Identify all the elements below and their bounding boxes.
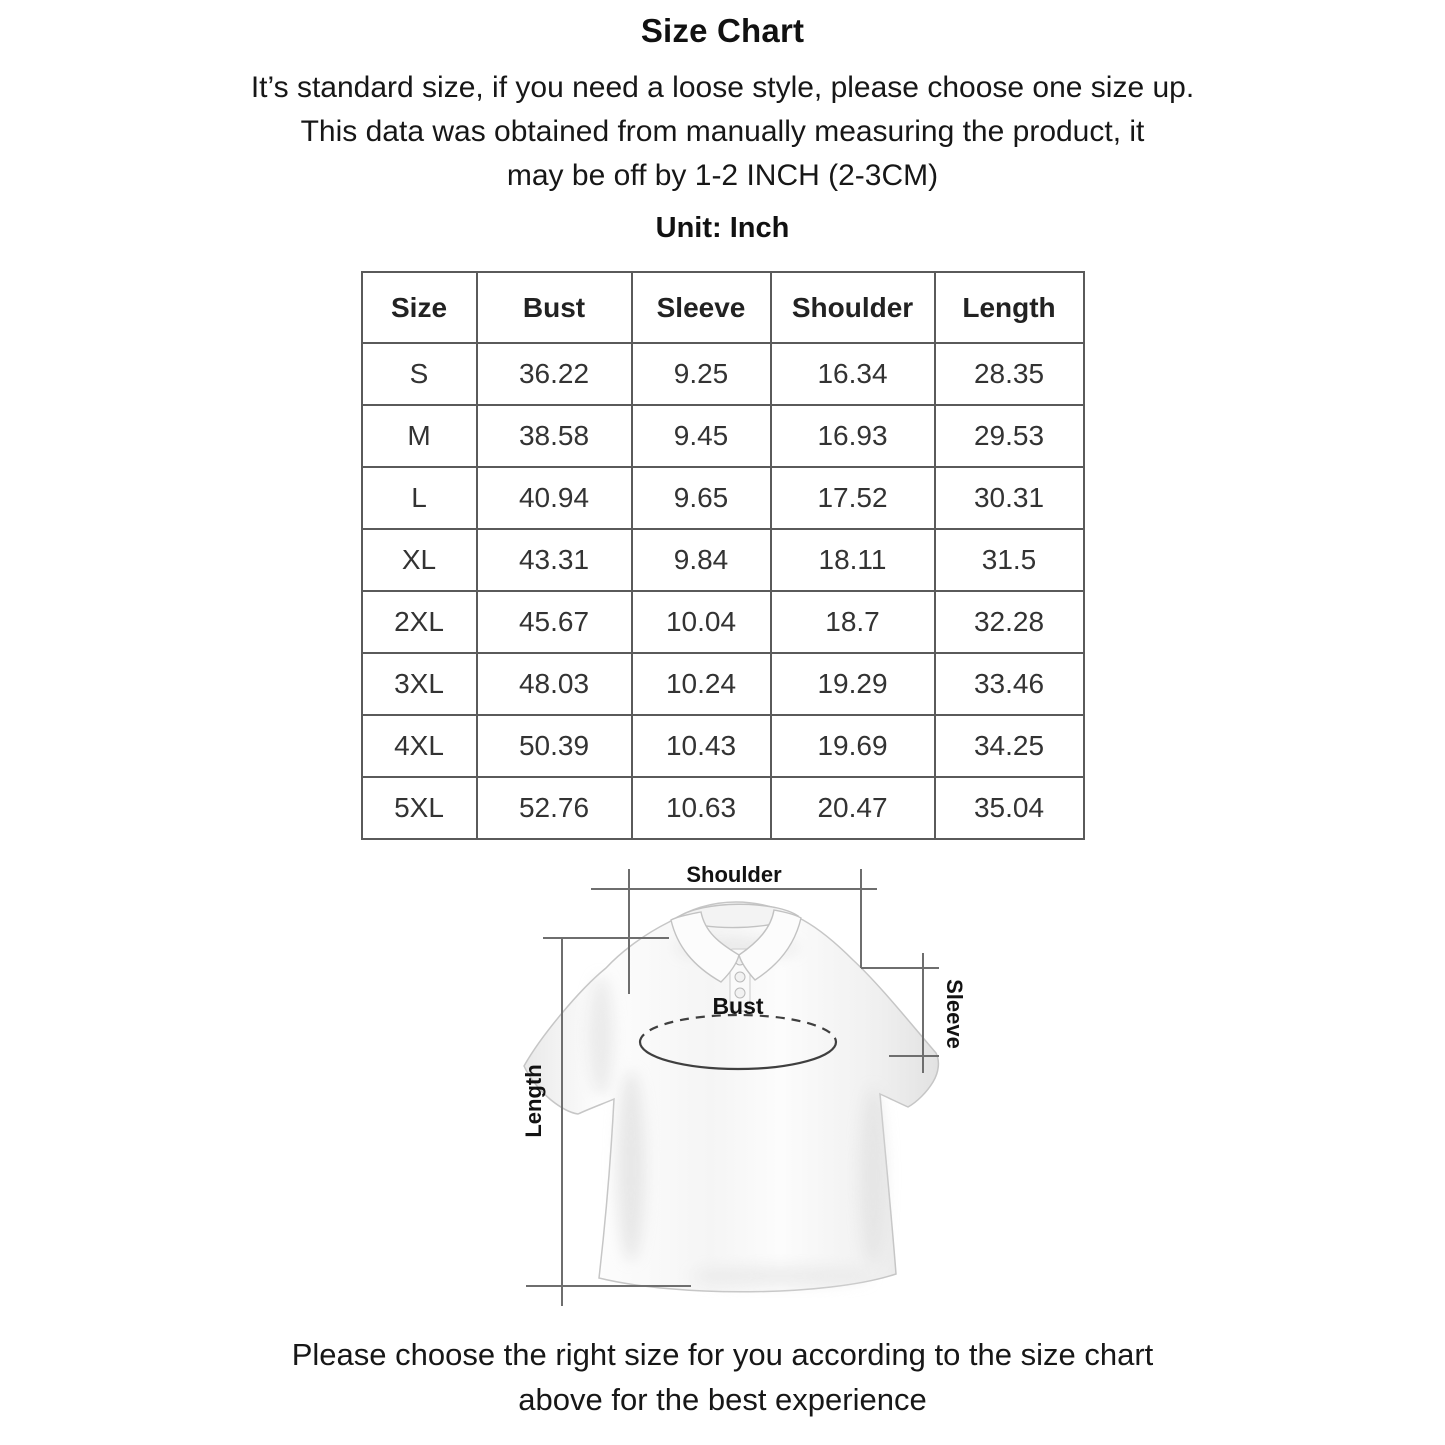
column-header-length: Length bbox=[935, 272, 1084, 343]
measurement-cell: 20.47 bbox=[771, 777, 935, 839]
measurement-cell: 34.25 bbox=[935, 715, 1084, 777]
column-header-shoulder: Shoulder bbox=[771, 272, 935, 343]
table-row bbox=[362, 653, 1084, 715]
measurement-diagram bbox=[481, 856, 1001, 1316]
measurement-cell: 10.24 bbox=[632, 653, 771, 715]
page-title-text: Size Chart bbox=[640, 12, 805, 49]
size-cell: S bbox=[362, 343, 477, 405]
size-table-header bbox=[362, 272, 1084, 343]
measurement-cell: 38.58 bbox=[477, 405, 632, 467]
size-cell: 4XL bbox=[362, 715, 477, 777]
footer-note bbox=[0, 1332, 1445, 1422]
length-label: Length bbox=[520, 1064, 546, 1138]
polo-shirt-illustration bbox=[481, 856, 1001, 1316]
table-row bbox=[362, 715, 1084, 777]
size-table bbox=[361, 271, 1085, 840]
measurement-cell: 29.53 bbox=[935, 405, 1084, 467]
size-cell: 2XL bbox=[362, 591, 477, 653]
column-header-sleeve: Sleeve bbox=[632, 272, 771, 343]
page-title bbox=[0, 0, 1445, 50]
measurement-cell: 40.94 bbox=[477, 467, 632, 529]
column-header-size: Size bbox=[362, 272, 477, 343]
measurement-cell: 17.52 bbox=[771, 467, 935, 529]
measurement-cell: 9.65 bbox=[632, 467, 771, 529]
measurement-cell: 48.03 bbox=[477, 653, 632, 715]
size-cell: M bbox=[362, 405, 477, 467]
measurement-cell: 50.39 bbox=[477, 715, 632, 777]
footer-note-line: Please choose the right size for you according to the size chart bbox=[291, 1337, 1154, 1372]
measurement-cell: 31.5 bbox=[935, 529, 1084, 591]
table-row bbox=[362, 467, 1084, 529]
size-table-body bbox=[362, 343, 1084, 839]
bust-label: Bust bbox=[711, 993, 764, 1019]
measurement-cell: 18.11 bbox=[771, 529, 935, 591]
measurement-cell: 35.04 bbox=[935, 777, 1084, 839]
measurement-cell: 30.31 bbox=[935, 467, 1084, 529]
size-cell: 5XL bbox=[362, 777, 477, 839]
size-note bbox=[0, 66, 1445, 198]
measurement-cell: 16.93 bbox=[771, 405, 935, 467]
measurement-cell: 33.46 bbox=[935, 653, 1084, 715]
size-note-line: It’s standard size, if you need a loose style, please choose one size up. bbox=[250, 71, 1195, 104]
sleeve-label: Sleeve bbox=[941, 979, 967, 1049]
measurement-cell: 10.63 bbox=[632, 777, 771, 839]
measurement-cell: 9.84 bbox=[632, 529, 771, 591]
table-row bbox=[362, 777, 1084, 839]
size-cell: L bbox=[362, 467, 477, 529]
measurement-cell: 52.76 bbox=[477, 777, 632, 839]
measurement-cell: 28.35 bbox=[935, 343, 1084, 405]
measurement-cell: 32.28 bbox=[935, 591, 1084, 653]
unit-label: Unit: Inch bbox=[655, 212, 790, 244]
measurement-cell: 16.34 bbox=[771, 343, 935, 405]
measurement-cell: 43.31 bbox=[477, 529, 632, 591]
size-cell: 3XL bbox=[362, 653, 477, 715]
table-row bbox=[362, 343, 1084, 405]
table-row bbox=[362, 405, 1084, 467]
measurement-cell: 10.04 bbox=[632, 591, 771, 653]
measurement-cell: 19.29 bbox=[771, 653, 935, 715]
measurement-cell: 19.69 bbox=[771, 715, 935, 777]
shoulder-label: Shoulder bbox=[685, 862, 782, 887]
measurement-cell: 9.45 bbox=[632, 405, 771, 467]
measurement-cell: 10.43 bbox=[632, 715, 771, 777]
column-header-bust: Bust bbox=[477, 272, 632, 343]
footer-note-line: above for the best experience bbox=[518, 1382, 927, 1417]
table-row bbox=[362, 529, 1084, 591]
measurement-cell: 45.67 bbox=[477, 591, 632, 653]
measurement-cell: 9.25 bbox=[632, 343, 771, 405]
size-cell: XL bbox=[362, 529, 477, 591]
header-row bbox=[362, 272, 1084, 343]
measurement-cell: 36.22 bbox=[477, 343, 632, 405]
measurement-cell: 18.7 bbox=[771, 591, 935, 653]
size-note-line: may be off by 1-2 INCH (2-3CM) bbox=[506, 159, 939, 192]
table-row bbox=[362, 591, 1084, 653]
size-note-line: This data was obtained from manually measuring the product, it bbox=[300, 115, 1145, 148]
